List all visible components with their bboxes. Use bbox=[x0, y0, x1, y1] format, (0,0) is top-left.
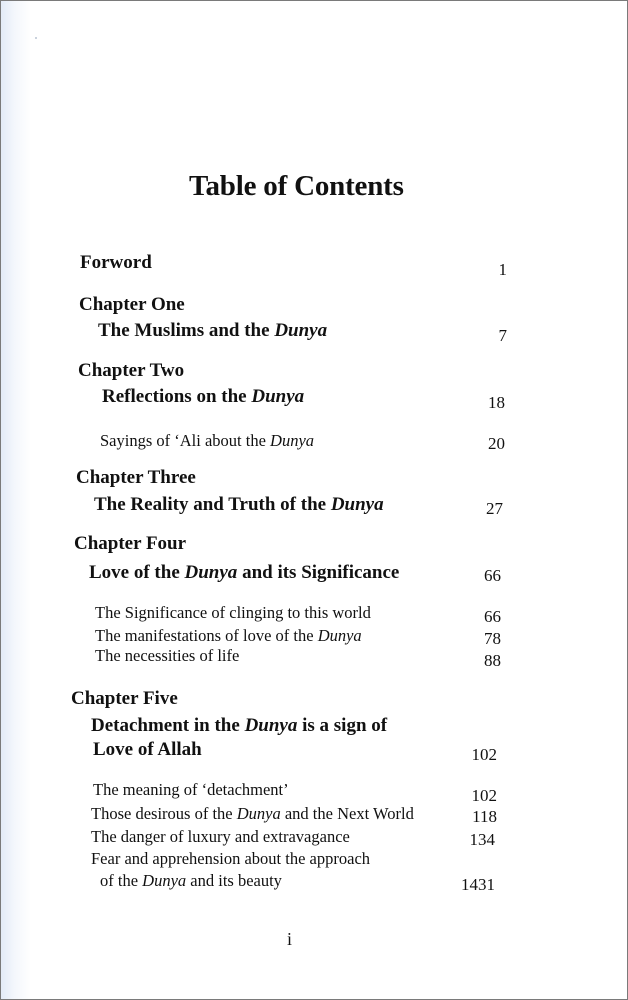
toc-ch5-sub4-line2: of the Dunya and its beauty bbox=[100, 871, 282, 890]
toc-ch4-sub1-page: 66 bbox=[484, 607, 501, 626]
toc-ch5-sub4-line1: Fear and apprehension about the approach bbox=[91, 849, 371, 868]
toc-ch4-title: Love of the Dunya and its Significance bbox=[89, 562, 400, 583]
paper-speck bbox=[35, 37, 37, 39]
toc-ch5-sub1: The meaning of ‘detachment’ bbox=[93, 780, 289, 799]
toc-ch2-page: 18 bbox=[488, 393, 505, 412]
toc-ch5-title-line1: Detachment in the Dunya is a sign of bbox=[91, 715, 388, 736]
toc-ch1-heading: Chapter One bbox=[79, 294, 185, 315]
toc-ch5-sub4-page: 1431 bbox=[461, 875, 495, 894]
toc-ch4-sub3-page: 88 bbox=[484, 651, 501, 670]
toc-ch4-sub2: The manifestations of love of the Dunya bbox=[95, 626, 362, 645]
page-number: i bbox=[287, 929, 293, 949]
toc-forword-label: Forword bbox=[80, 252, 152, 273]
toc-ch4-sub3: The necessities of life bbox=[95, 646, 240, 665]
toc-ch3-page: 27 bbox=[486, 499, 503, 518]
toc-ch5-sub3: The danger of luxury and extravagance bbox=[91, 827, 350, 846]
toc-ch4-page: 66 bbox=[484, 566, 501, 585]
toc-ch5-sub2: Those desirous of the Dunya and the Next World bbox=[91, 804, 414, 823]
page-title: Table of Contents bbox=[189, 170, 404, 202]
toc-ch3-heading: Chapter Three bbox=[76, 467, 196, 488]
toc-ch4-heading: Chapter Four bbox=[74, 533, 187, 554]
toc-ch4-sub1: The Significance of clinging to this world bbox=[95, 603, 371, 622]
toc-ch3-title: The Reality and Truth of the Dunya bbox=[94, 494, 384, 515]
toc-ch2-heading: Chapter Two bbox=[78, 360, 185, 381]
toc-ch2-sub1: Sayings of ‘Ali about the Dunya bbox=[100, 431, 315, 450]
toc-ch5-heading: Chapter Five bbox=[71, 688, 178, 709]
toc-ch5-title-line2: Love of Allah bbox=[93, 739, 202, 760]
toc-ch5-sub1-page: 102 bbox=[471, 786, 497, 805]
toc-ch5-page: 102 bbox=[471, 745, 497, 764]
toc-ch2-sub1-page: 20 bbox=[488, 434, 505, 453]
toc-ch4-sub2-page: 78 bbox=[484, 629, 501, 648]
toc-ch1-page: 7 bbox=[498, 326, 507, 345]
toc-ch5-sub2-page: 118 bbox=[472, 807, 497, 826]
toc-ch2-title: Reflections on the Dunya bbox=[102, 386, 305, 407]
toc-ch5-sub3-page: 134 bbox=[469, 830, 495, 849]
toc-ch1-title: The Muslims and the Dunya bbox=[98, 320, 328, 341]
toc-forword-page: 1 bbox=[498, 260, 507, 279]
